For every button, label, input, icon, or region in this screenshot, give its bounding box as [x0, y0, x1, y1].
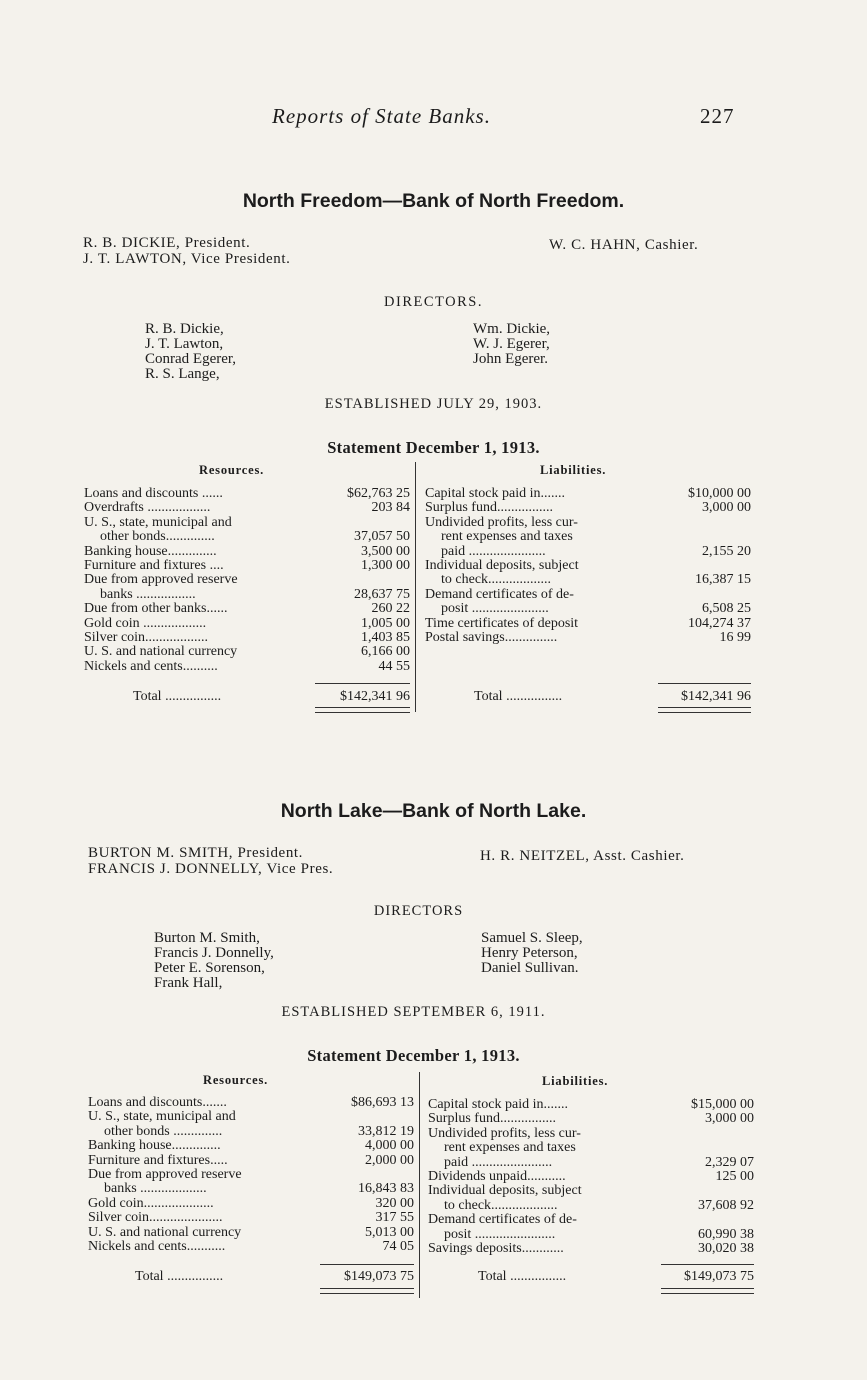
resources-table	[88, 1096, 414, 1254]
resources-total: $142,341 96	[340, 689, 410, 704]
table-row: U. S., state, municipal and	[84, 514, 232, 530]
table-row: Furniture and fixtures .... 1,300 00	[84, 557, 410, 573]
table-row: other bonds.............. 37,057 50	[100, 529, 410, 545]
table-row: Furniture and fixtures..... 2,000 00	[88, 1152, 414, 1168]
double-rule	[658, 707, 751, 713]
director: Wm. Dickie,	[473, 321, 551, 337]
sum-rule	[320, 1264, 414, 1265]
table-row: Undivided profits, less cur-	[425, 514, 578, 530]
liabilities-table	[428, 1098, 754, 1256]
directors-left	[154, 931, 274, 991]
table-row: Silver coin.................. 1,403 85	[84, 629, 410, 645]
table-row: Capital stock paid in....... $15,000 00	[428, 1097, 754, 1112]
double-rule	[315, 707, 410, 713]
vice-president: J. T. LAWTON, Vice President.	[83, 251, 291, 267]
table-row: Nickels and cents.......... 44 55	[84, 658, 410, 674]
table-row: rent expenses and taxes	[441, 529, 573, 545]
director: W. J. Egerer,	[473, 336, 550, 352]
table-row: Gold coin .................. 1,005 00	[84, 615, 410, 631]
officers-left	[83, 235, 291, 267]
table-row: other bonds .............. 33,812 19	[104, 1123, 414, 1139]
officers-left	[88, 845, 333, 877]
resources-total-label: Total ................	[133, 689, 222, 704]
liabilities-total: $149,073 75	[684, 1269, 754, 1284]
liabilities-table	[425, 487, 751, 645]
table-row: Surplus fund................ 3,000 00	[425, 500, 751, 516]
resources-table	[84, 487, 410, 674]
sum-rule	[315, 683, 410, 684]
double-rule	[661, 1288, 754, 1294]
column-divider	[419, 1072, 420, 1298]
table-row: posit ...................... 6,508 25	[441, 601, 751, 617]
column-divider	[415, 462, 416, 712]
table-row: Due from approved reserve	[84, 572, 238, 588]
double-rule	[320, 1288, 414, 1294]
table-row: Loans and discounts....... $86,693 13	[88, 1095, 414, 1110]
table-row: Individual deposits, subject	[425, 557, 579, 573]
table-row: Due from other banks...... 260 22	[84, 601, 410, 617]
resources-total: $149,073 75	[344, 1269, 414, 1284]
table-row: Undivided profits, less cur-	[428, 1125, 581, 1141]
table-row: Silver coin..................... 317 55	[88, 1210, 414, 1226]
liabilities-heading: Liabilities.	[542, 1074, 609, 1088]
directors-heading: DIRECTORS.	[384, 294, 483, 310]
president: R. B. DICKIE, President.	[83, 235, 251, 251]
table-row: to check.................. 16,387 15	[441, 572, 751, 588]
table-row: Demand certificates of de-	[425, 586, 574, 602]
statement-heading: Statement December 1, 1913.	[307, 1046, 520, 1065]
liabilities-heading: Liabilities.	[540, 463, 607, 477]
cashier: W. C. HAHN, Cashier.	[549, 237, 699, 253]
directors-heading: DIRECTORS	[373, 903, 464, 919]
director: John Egerer.	[473, 351, 548, 367]
established-date: ESTABLISHED SEPTEMBER 6, 1911.	[281, 1004, 546, 1020]
table-row: Capital stock paid in....... $10,000 00	[425, 486, 751, 501]
table-row: Demand certificates of de-	[428, 1212, 577, 1228]
table-row: rent expenses and taxes	[444, 1140, 576, 1156]
table-row: Dividends unpaid........... 125 00	[428, 1168, 754, 1184]
director: Peter E. Sorenson,	[154, 960, 265, 976]
table-row: U. S. and national currency 6,166 00	[84, 644, 410, 660]
running-title: Reports of State Banks.	[272, 104, 491, 128]
sum-rule	[658, 683, 751, 684]
table-row: to check................... 37,608 92	[444, 1197, 754, 1213]
assistant-cashier: H. R. NEITZEL, Asst. Cashier.	[480, 848, 685, 864]
liabilities-total-label: Total ................	[478, 1269, 567, 1284]
directors-right	[473, 322, 550, 367]
director: R. S. Lange,	[145, 366, 220, 382]
table-row: Banking house.............. 4,000 00	[88, 1138, 414, 1154]
directors-right	[481, 931, 583, 976]
liabilities-total-label: Total ................	[474, 689, 563, 704]
table-row: Loans and discounts ...... $62,763 25	[84, 486, 410, 501]
sum-rule	[661, 1264, 754, 1265]
liabilities-total: $142,341 96	[681, 689, 751, 704]
table-row: banks ................... 16,843 83	[104, 1181, 414, 1197]
table-row: Postal savings............... 16 99	[425, 629, 751, 645]
bank-title: North Freedom—Bank of North Freedom.	[242, 190, 625, 212]
director: Frank Hall,	[154, 975, 223, 991]
table-row: posit ....................... 60,990 38	[444, 1226, 754, 1242]
page-number: 227	[700, 104, 735, 128]
table-row: paid ...................... 2,155 20	[441, 543, 751, 559]
director: Conrad Egerer,	[145, 351, 237, 367]
table-row: U. S., state, municipal and	[88, 1109, 236, 1125]
bank-title: North Lake—Bank of North Lake.	[280, 800, 587, 822]
director: Francis J. Donnelly,	[154, 945, 274, 961]
table-row: Gold coin.................... 320 00	[88, 1195, 414, 1211]
resources-heading: Resources.	[203, 1073, 269, 1087]
director: J. T. Lawton,	[145, 336, 224, 352]
directors-left	[145, 322, 236, 382]
table-row: paid ....................... 2,329 07	[444, 1154, 754, 1170]
director: Daniel Sullivan.	[481, 960, 579, 976]
resources-heading: Resources.	[199, 463, 265, 477]
vice-president: FRANCIS J. DONNELLY, Vice Pres.	[88, 861, 334, 877]
director: Burton M. Smith,	[154, 930, 260, 946]
table-row: Banking house.............. 3,500 00	[84, 543, 410, 559]
table-row: Time certificates of deposit 104,274 37	[425, 615, 751, 631]
table-row: Overdrafts .................. 203 84	[84, 500, 410, 516]
table-row: Savings deposits............ 30,020 38	[428, 1240, 754, 1256]
director: Samuel S. Sleep,	[481, 930, 583, 946]
established-date: ESTABLISHED JULY 29, 1903.	[324, 396, 543, 412]
table-row: banks ................. 28,637 75	[100, 586, 410, 602]
statement-heading: Statement December 1, 1913.	[327, 438, 540, 457]
president: BURTON M. SMITH, President.	[88, 845, 304, 861]
director: R. B. Dickie,	[145, 321, 224, 337]
resources-total-label: Total ................	[135, 1269, 224, 1284]
table-row: Due from approved reserve	[88, 1166, 242, 1182]
table-row: U. S. and national currency 5,013 00	[88, 1224, 414, 1240]
table-row: Surplus fund................ 3,000 00	[428, 1111, 754, 1127]
table-row: Nickels and cents........... 74 05	[88, 1238, 414, 1254]
director: Henry Peterson,	[481, 945, 578, 961]
table-row: Individual deposits, subject	[428, 1183, 582, 1199]
